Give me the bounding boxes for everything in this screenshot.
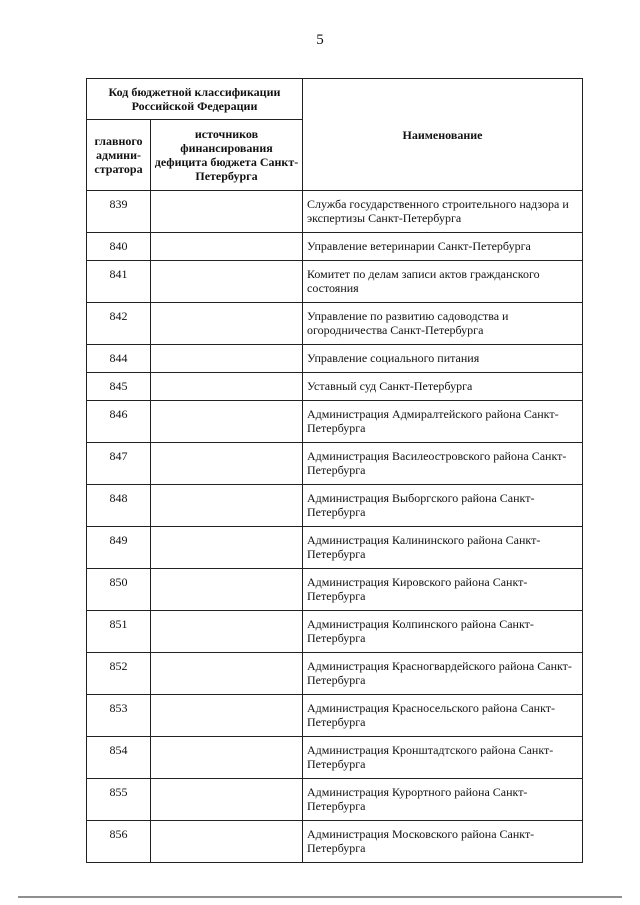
name-cell: Администрация Кировского района Санкт-Петербурга	[303, 569, 583, 611]
admin-code-cell: 840	[87, 233, 151, 261]
source-code-cell	[151, 821, 303, 863]
name-cell: Управление ветеринарии Санкт-Петербурга	[303, 233, 583, 261]
header-budget-code-group: Код бюджетной классификации Российской Федерации	[87, 79, 303, 120]
name-cell: Служба государственного строительного надзора и экспертизы Санкт-Петербурга	[303, 191, 583, 233]
admin-code-cell: 844	[87, 345, 151, 373]
admin-code-cell: 841	[87, 261, 151, 303]
source-code-cell	[151, 303, 303, 345]
admin-code-cell: 849	[87, 527, 151, 569]
table-row	[87, 345, 583, 373]
name-cell: Администрация Колпинского района Санкт-Петербурга	[303, 611, 583, 653]
table-row	[87, 821, 583, 863]
admin-code-cell: 845	[87, 373, 151, 401]
name-cell: Администрация Выборгского района Санкт-Петербурга	[303, 485, 583, 527]
admin-code-cell: 851	[87, 611, 151, 653]
admin-code-cell: 852	[87, 653, 151, 695]
admin-code-cell: 853	[87, 695, 151, 737]
source-code-cell	[151, 695, 303, 737]
table-row	[87, 737, 583, 779]
name-cell: Администрация Адмиралтейского района Санкт-Петербурга	[303, 401, 583, 443]
table-row	[87, 569, 583, 611]
header-financing-sources: источников финансирования дефицита бюджета Санкт-Петербурга	[151, 120, 303, 191]
table-row	[87, 527, 583, 569]
admin-code-cell: 842	[87, 303, 151, 345]
source-code-cell	[151, 373, 303, 401]
source-code-cell	[151, 401, 303, 443]
table-row	[87, 373, 583, 401]
name-cell: Администрация Кронштадтского района Санкт-Петербурга	[303, 737, 583, 779]
table-row	[87, 303, 583, 345]
source-code-cell	[151, 191, 303, 233]
name-cell: Администрация Красногвардейского района Санкт-Петербурга	[303, 653, 583, 695]
admin-code-cell: 848	[87, 485, 151, 527]
source-code-cell	[151, 779, 303, 821]
budget-classification-table	[86, 78, 583, 863]
admin-code-cell: 839	[87, 191, 151, 233]
source-code-cell	[151, 569, 303, 611]
source-code-cell	[151, 261, 303, 303]
name-cell: Комитет по делам записи актов гражданского состояния	[303, 261, 583, 303]
header-chief-administrator: главного админи-стратора	[87, 120, 151, 191]
name-cell: Администрация Красносельского района Санкт-Петербурга	[303, 695, 583, 737]
source-code-cell	[151, 527, 303, 569]
table-row	[87, 485, 583, 527]
admin-code-cell: 846	[87, 401, 151, 443]
admin-code-cell: 854	[87, 737, 151, 779]
admin-code-cell: 856	[87, 821, 151, 863]
admin-code-cell: 847	[87, 443, 151, 485]
admin-code-cell: 850	[87, 569, 151, 611]
scan-bottom-edge	[18, 896, 622, 898]
table-row	[87, 653, 583, 695]
source-code-cell	[151, 737, 303, 779]
table-row	[87, 191, 583, 233]
table-row	[87, 261, 583, 303]
header-name: Наименование	[303, 79, 583, 191]
table-row	[87, 695, 583, 737]
table-row	[87, 779, 583, 821]
admin-code-cell: 855	[87, 779, 151, 821]
source-code-cell	[151, 233, 303, 261]
source-code-cell	[151, 443, 303, 485]
table-row	[87, 233, 583, 261]
name-cell: Управление социального питания	[303, 345, 583, 373]
name-cell: Администрация Московского района Санкт-Петербурга	[303, 821, 583, 863]
name-cell: Администрация Курортного района Санкт-Петербурга	[303, 779, 583, 821]
table-row	[87, 401, 583, 443]
source-code-cell	[151, 611, 303, 653]
name-cell: Администрация Василеостровского района Санкт-Петербурга	[303, 443, 583, 485]
source-code-cell	[151, 485, 303, 527]
table-row	[87, 443, 583, 485]
name-cell: Администрация Калининского района Санкт-Петербурга	[303, 527, 583, 569]
table-row	[87, 611, 583, 653]
page-number: 5	[316, 32, 324, 48]
source-code-cell	[151, 653, 303, 695]
name-cell: Уставный суд Санкт-Петербурга	[303, 373, 583, 401]
name-cell: Управление по развитию садоводства и огородничества Санкт-Петербурга	[303, 303, 583, 345]
source-code-cell	[151, 345, 303, 373]
